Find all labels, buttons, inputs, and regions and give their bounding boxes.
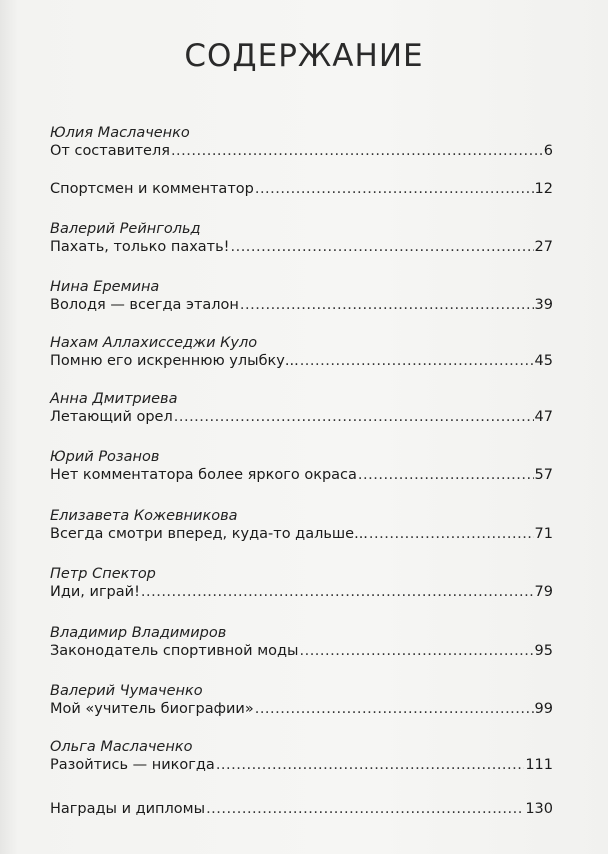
toc-entry [50, 180, 553, 198]
toc-author: Владимир Владимиров [50, 625, 227, 641]
toc-entry [50, 334, 553, 370]
toc-author: Елизавета Кожевникова [50, 508, 238, 524]
toc-line [50, 756, 553, 774]
toc-author: Валерий Чумаченко [50, 683, 203, 699]
toc-entry [50, 565, 553, 601]
toc-line [50, 583, 553, 601]
toc-title: От составителя [50, 143, 170, 159]
toc-line [50, 352, 553, 370]
toc-title: Иди, играй! [50, 584, 140, 600]
toc-leader-dots [255, 700, 534, 718]
toc-page-number: 79 [534, 584, 553, 600]
toc-line [50, 466, 553, 484]
toc-page-number: 45 [534, 353, 553, 369]
toc-entry [50, 448, 553, 484]
toc-page-number: 27 [534, 239, 553, 255]
toc-line [50, 142, 553, 160]
toc-entry [50, 390, 553, 426]
toc-author: Юлия Маслаченко [50, 125, 190, 141]
toc-page-number: 47 [534, 409, 553, 425]
toc-author: Петр Спектор [50, 566, 156, 582]
toc-author: Нахам Аллахисседжи Куло [50, 335, 258, 351]
toc-leader-dots [299, 642, 533, 660]
toc-author: Валерий Рейнгольд [50, 221, 201, 237]
toc-title: Нет комментатора более яркого окраса [50, 467, 357, 483]
toc-title: Помню его искреннюю улыбку... [50, 353, 299, 369]
toc-page-number: 111 [525, 757, 553, 773]
toc-author: Нина Еремина [50, 279, 160, 295]
toc-title: Мой «учитель биографии» [50, 701, 254, 717]
toc-entry [50, 738, 553, 774]
toc-entry [50, 682, 553, 718]
toc-title: Всегда смотри вперед, куда-то дальше... [50, 526, 368, 542]
toc-title: Пахать, только пахать! [50, 239, 230, 255]
toc-entry [50, 800, 553, 818]
page-title: СОДЕРЖАНИЕ [184, 38, 424, 74]
toc-page-number: 57 [534, 467, 553, 483]
toc-title: Награды и дипломы [50, 801, 206, 817]
toc-title: Разойтись — никогда [50, 757, 215, 773]
toc-leader-dots [206, 800, 524, 818]
toc-title: Летающий орел [50, 409, 173, 425]
toc-page-number: 99 [534, 701, 553, 717]
toc-leader-dots [230, 238, 533, 256]
toc-entry [50, 507, 553, 543]
toc-line [50, 800, 553, 818]
toc-line [50, 525, 553, 543]
toc-author: Ольга Маслаченко [50, 739, 193, 755]
toc-leader-dots [369, 525, 534, 543]
toc-title: Володя — всегда эталон [50, 297, 239, 313]
toc-line [50, 296, 553, 314]
toc-leader-dots [171, 142, 543, 160]
toc-leader-dots [141, 583, 534, 601]
toc-entry [50, 124, 553, 160]
toc-author: Юрий Розанов [50, 449, 160, 465]
toc-leader-dots [216, 756, 525, 774]
toc-entry [50, 220, 553, 256]
toc-author: Анна Дмитриева [50, 391, 178, 407]
toc-page-number: 6 [543, 143, 553, 159]
toc-page-number: 12 [534, 181, 553, 197]
toc-line [50, 700, 553, 718]
toc-leader-dots [174, 408, 534, 426]
toc-page-number: 39 [534, 297, 553, 313]
toc-line [50, 238, 553, 256]
toc-leader-dots [255, 180, 534, 198]
toc-line [50, 408, 553, 426]
toc-title: Спортсмен и комментатор [50, 181, 254, 197]
toc-leader-dots [240, 296, 534, 314]
toc-leader-dots [358, 466, 534, 484]
toc-line [50, 642, 553, 660]
toc-entry [50, 624, 553, 660]
toc-title: Законодатель спортивной моды [50, 643, 299, 659]
toc-page-number: 71 [534, 526, 553, 542]
toc-leader-dots [300, 352, 534, 370]
toc-page-number: 130 [525, 801, 553, 817]
toc-line [50, 180, 553, 198]
toc-entry [50, 278, 553, 314]
toc-page-number: 95 [534, 643, 553, 659]
